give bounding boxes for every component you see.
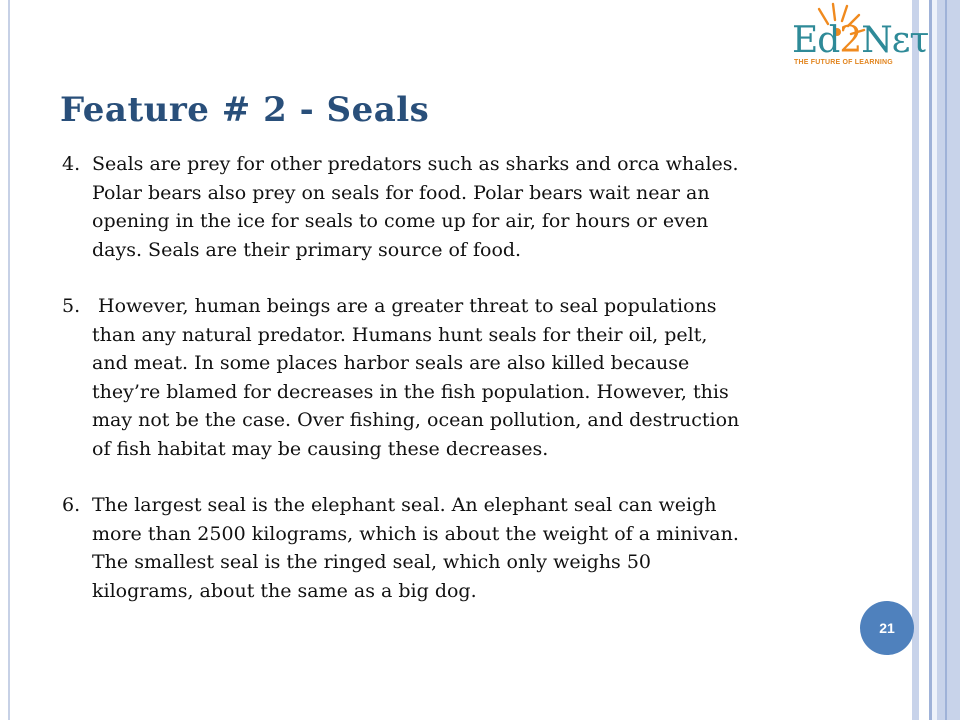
slide-title: Feature # 2 - Seals — [60, 90, 430, 130]
text-line: kilograms, about the same as a big dog. — [92, 579, 477, 602]
text-line: days. Seals are their primary source of food. — [92, 238, 522, 261]
page-number-badge — [860, 601, 914, 655]
item-text — [92, 491, 852, 605]
item-text — [92, 150, 852, 264]
left-border-rule — [8, 0, 10, 720]
ed2net-logo — [788, 2, 929, 72]
text-line: more than 2500 kilograms, which is about the weight of a minivan. — [92, 522, 739, 545]
text-line: opening in the ice for seals to come up for air, for hours or even — [92, 210, 709, 232]
text-line: of fish habitat may be causing these decreases. — [92, 437, 549, 460]
item-number: 6. — [62, 494, 81, 516]
item-text — [92, 292, 852, 463]
logo-prefix: Ed — [792, 20, 840, 61]
text-line: may not be the case. Over fishing, ocean pollution, and destruction — [92, 409, 740, 431]
item-number: 5. — [62, 295, 81, 317]
text-line: The largest seal is the elephant seal. An elephant seal can weigh — [92, 494, 717, 516]
list-item — [62, 491, 852, 605]
text-line: Seals are prey for other predators such as sharks and orca whales. — [92, 153, 739, 175]
item-number: 4. — [62, 153, 81, 175]
logo-suffix: Nετ — [861, 20, 929, 61]
text-line: they’re blamed for decreases in the fish population. However, this — [92, 380, 729, 403]
text-line: Polar bears also prey on seals for food. Polar bears wait near an — [92, 181, 710, 204]
logo-wordmark — [792, 20, 928, 61]
text-line: However, human beings are a greater threat to seal populations — [92, 295, 717, 317]
text-line: than any natural predator. Humans hunt seals for their oil, pelt, — [92, 323, 708, 346]
logo-tagline: THE FUTURE OF LEARNING — [794, 59, 893, 66]
text-line: and meat. In some places harbor seals are also killed because — [92, 352, 690, 374]
list-item — [62, 292, 852, 463]
right-decorative-stripe — [932, 0, 937, 720]
page-number: 21 — [879, 620, 895, 636]
text-line: The smallest seal is the ringed seal, which only weighs 50 — [92, 551, 652, 573]
right-decorative-line — [945, 0, 947, 720]
logo-two: 2 — [839, 20, 862, 61]
numbered-list — [62, 150, 852, 633]
list-item — [62, 150, 852, 264]
